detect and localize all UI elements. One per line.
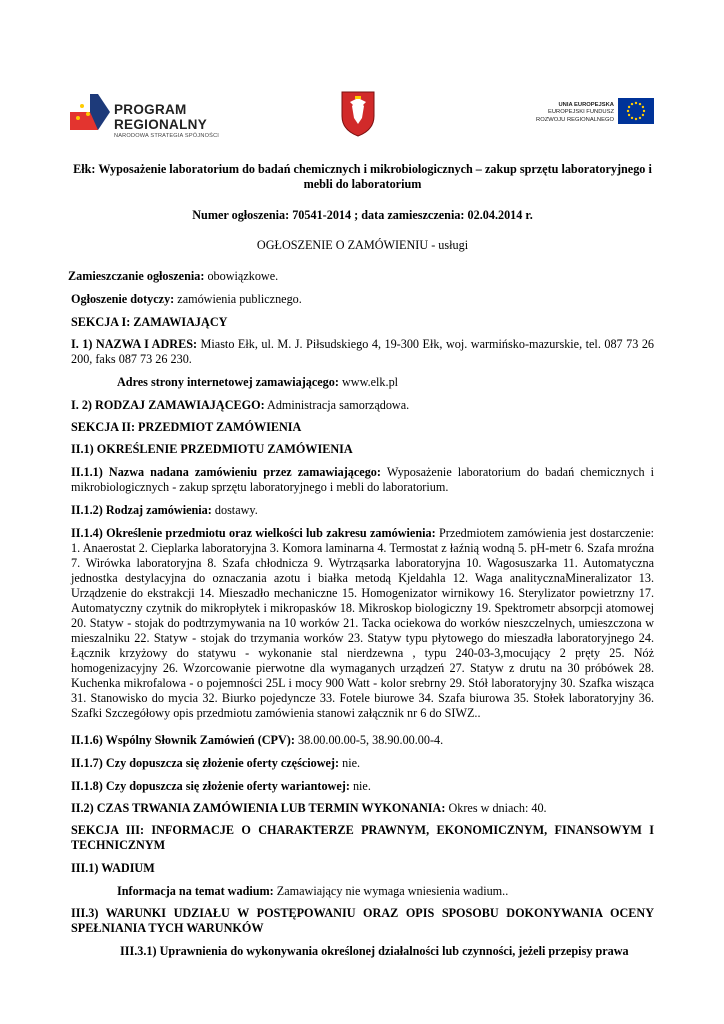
eu-flag-icon bbox=[618, 98, 654, 124]
eu-star bbox=[639, 103, 641, 105]
partial-offer-value: nie. bbox=[339, 756, 361, 770]
order-kind-label: II.1.2) Rodzaj zamówienia: bbox=[71, 503, 212, 517]
website-value: www.elk.pl bbox=[338, 375, 399, 389]
eu-star bbox=[639, 117, 641, 119]
placement-label: Zamieszczanie ogłoszenia: bbox=[68, 269, 205, 283]
partial-offer-line bbox=[71, 756, 654, 771]
eu-star bbox=[631, 103, 633, 105]
wadium-heading: III.1) WADIUM bbox=[71, 861, 155, 875]
notice-type: OGŁOSZENIE O ZAMÓWIENIU - usługi bbox=[256, 238, 469, 252]
scope-paragraph bbox=[71, 526, 654, 721]
eu-star bbox=[643, 110, 645, 112]
address-paragraph bbox=[71, 337, 654, 367]
eu-star bbox=[631, 117, 633, 119]
wadium-label: Informacja na temat wadium: bbox=[117, 884, 274, 898]
concerns-line bbox=[71, 292, 654, 307]
awarder-type-value: Administracja samorządowa. bbox=[264, 398, 410, 412]
coat-of-arms-icon bbox=[338, 88, 378, 138]
eu-star bbox=[628, 106, 630, 108]
eu-star bbox=[635, 118, 637, 120]
wadium-value: Zamawiający nie wymaga wniesienia wadium.. bbox=[273, 884, 509, 898]
document-title: Ełk: Wyposażenie laboratorium do badań chemicznych i mikrobiologicznych – zakup sprzętu laboratoryjnego i mebli do laboratorium bbox=[73, 162, 652, 191]
program-title: PROGRAM REGIONALNY bbox=[114, 102, 208, 132]
variant-offer-value: nie. bbox=[349, 779, 371, 793]
eu-star bbox=[642, 106, 644, 108]
program-subtitle: NARODOWA STRATEGIA SPÓJNOŚCI bbox=[114, 133, 220, 139]
section-3-heading: SEKCJA III: INFORMACJE O CHARAKTERZE PRAWNYM, EKONOMICZNYM, FINANSOWYM I TECHNICZNYM bbox=[71, 823, 654, 852]
cpv-line bbox=[71, 733, 654, 748]
partial-offer-label: II.1.7) Czy dopuszcza się złożenie oferty częściowej: bbox=[71, 756, 340, 770]
eu-star bbox=[642, 114, 644, 116]
order-name-value: Wyposażenie laboratorium do badań chemicznych i mikrobiologicznych - zakup sprzętu laboratoryjnego i mebli do laboratorium. bbox=[71, 465, 655, 494]
notice-number: Numer ogłoszenia: 70541-2014 ; data zamieszczenia: 02.04.2014 r. bbox=[192, 208, 533, 222]
conditions-heading: III.3) WARUNKI UDZIAŁU W POSTĘPOWANIU ORAZ OPIS SPOSOBU DOKONYWANIA OCENY SPEŁNIANIA TYCH WARUNKÓW bbox=[71, 906, 654, 935]
duration-label: II.2) CZAS TRWANIA ZAMÓWIENIA LUB TERMIN WYKONANIA: bbox=[71, 801, 446, 815]
order-name-paragraph bbox=[71, 465, 654, 495]
awarder-type-line bbox=[71, 398, 654, 413]
placement-value: obowiązkowe. bbox=[204, 269, 279, 283]
section-2-heading: SEKCJA II: PRZEDMIOT ZAMÓWIENIA bbox=[71, 420, 302, 434]
scope-label: II.1.4) Określenie przedmiotu oraz wielkości lub zakresu zamówienia: bbox=[71, 526, 436, 540]
eu-star bbox=[627, 110, 629, 112]
concerns-label: Ogłoszenie dotyczy: bbox=[71, 292, 175, 306]
permissions-line: III.3.1) Uprawnienia do wykonywania określonej działalności lub czynności, jeżeli przepisy prawa bbox=[120, 944, 629, 958]
variant-offer-line bbox=[71, 779, 654, 794]
placement-line bbox=[68, 269, 654, 284]
order-name-label: II.1.1) Nazwa nadana zamówieniu przez zamawiającego: bbox=[71, 465, 381, 479]
header-logos bbox=[66, 82, 654, 142]
awarder-type-label: I. 2) RODZAJ ZAMAWIAJĄCEGO: bbox=[71, 398, 265, 412]
cpv-label: II.1.6) Wspólny Słownik Zamówień (CPV): bbox=[71, 733, 295, 747]
address-label: I. 1) NAZWA I ADRES: bbox=[71, 337, 198, 351]
website-label: Adres strony internetowej zamawiającego: bbox=[117, 375, 339, 389]
wadium-line bbox=[71, 884, 654, 899]
variant-offer-label: II.1.8) Czy dopuszcza się złożenie oferty wariantowej: bbox=[71, 779, 350, 793]
eu-star bbox=[635, 102, 637, 104]
program-regionalny-logo bbox=[66, 82, 276, 142]
subject-heading: II.1) OKREŚLENIE PRZEDMIOTU ZAMÓWIENIA bbox=[71, 442, 353, 456]
cpv-value: 38.00.00.00-5, 38.90.00.00-4. bbox=[294, 733, 444, 747]
section-1-heading: SEKCJA I: ZAMAWIAJĄCY bbox=[71, 315, 228, 329]
website-line bbox=[71, 375, 654, 390]
eu-line1: UNIA EUROPEJSKA bbox=[558, 102, 614, 108]
eu-star bbox=[628, 114, 630, 116]
program-flag-icon bbox=[68, 90, 112, 134]
address-value: Miasto Ełk, ul. M. J. Piłsudskiego 4, 19-300 Ełk, woj. warmińsko-mazurskie, tel. 087 73 26 200, faks 087 73 26 230. bbox=[71, 337, 655, 366]
eu-line2: EUROPEJSKI FUNDUSZ bbox=[547, 109, 614, 116]
concerns-value: zamówienia publicznego. bbox=[174, 292, 302, 306]
eu-line3: ROZWOJU REGIONALNEGO bbox=[536, 116, 614, 123]
eu-fund-label bbox=[504, 102, 614, 124]
duration-value: Okres w dniach: 40. bbox=[445, 801, 547, 815]
duration-line bbox=[71, 801, 654, 816]
order-kind-line bbox=[71, 503, 654, 518]
order-kind-value: dostawy. bbox=[211, 503, 258, 517]
scope-value: Przedmiotem zamówienia jest dostarczenie: 1. Anaerostat 2. Cieplarka laboratoryjna 3. Komora laminarna 4. Termostat z łaźnią wodną 5. pH-metr 6. Szafa mroźna 7. Wirówka laboratoryjna 8. Szafa chłodnicza 9. Wytrząsarka laboratoryjna 10. Wagosuszarka 11. Automatyczna jednostka destylacyjna do oznaczania azotu i białka metodą Kjeldahla 12. Waga analitycznaMineralizator 13. Urządzenie do ekstrakcji 14. Mieszadło mechaniczne 15. Homogenizator wirnikowy 16. Sterylizator powietrzny 17. Automatyczny czytnik do mikropłytek i mikropasków 18. Mikroskop biologiczny 19. Spektrometr absorpcji atomowej 20. Statyw - stojak do podtrzymywania na 10 worków 21. Tacka ociekowa do worków nieszczelnych, umieszczona w mieszalniku 22. Statyw - stojak do trzymania worków 23. Statyw typu płytowego do mieszadła laboratoryjnego 24. Łącznik krzyżowy do statywu - wykonanie stal nierdzewna , typu 240-03-3,mocujący 2 pręty 25. Nóż homogenizacyjny 26. Wzorcowanie pierwotne dla wymaganych urządzeń 27. Statyw z drutu na 30 próbówek 28. Kuchenka mikrofalowa - o pojemności 25L i mocy 900 Watt - kolor srebrny 29. Stół laboratoryjny 30. Szafka wisząca 31. Stanowisko do mycia 32. Biurko pojedyncze 33. Fotele biurowe 34. Szafa biurowa 35. Stołek laboratoryjny 36. Szafki Szczegółowy opis przedmiotu zamówienia stanowi załącznik nr 6 do SIWZ.. bbox=[71, 526, 655, 720]
